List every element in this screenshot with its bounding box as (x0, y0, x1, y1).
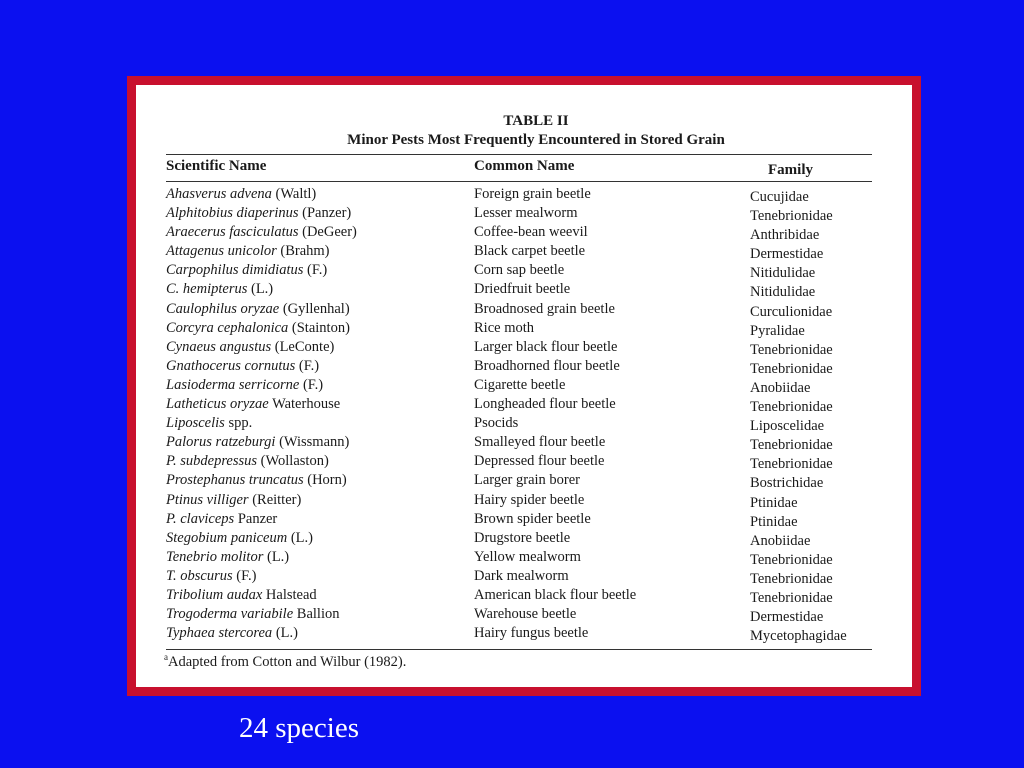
scientific-name-cell (166, 624, 298, 643)
table-row (136, 319, 912, 338)
species-name: Corcyra cephalonica (166, 319, 289, 336)
scientific-name-cell (166, 471, 347, 490)
species-author: Halstead (262, 586, 317, 603)
species-name: Typhaea stercorea (166, 625, 273, 642)
species-name: Trogoderma variabile (166, 606, 294, 623)
scientific-name-cell (166, 433, 349, 452)
species-author: (Gyllenhal) (279, 300, 350, 317)
species-author: (LeConte) (271, 338, 335, 355)
scientific-name-cell (166, 185, 316, 204)
common-name-cell: Rice moth (474, 319, 535, 336)
header-bottom-rule (166, 181, 872, 182)
table-row (136, 300, 912, 319)
species-author: (Waltl) (271, 186, 317, 202)
common-name-cell: Yellow mealworm (474, 548, 581, 565)
family-cell: Pyralidae (750, 322, 805, 339)
species-name: Caulophilus oryzae (166, 300, 280, 317)
common-name-cell: Smalleyed flour beetle (474, 434, 606, 451)
footnote (164, 652, 406, 671)
common-name-cell: Broadhorned flour beetle (474, 357, 620, 374)
table-subtitle: Minor Pests Most Frequently Encountered in Stored Grain (347, 132, 725, 148)
family-cell: Tenebrionidae (750, 341, 833, 358)
species-name: Stegobium paniceum (166, 529, 288, 546)
species-author: (L.) (272, 625, 298, 642)
table-row (136, 605, 912, 624)
table-title: TABLE II (503, 113, 569, 129)
header-top-rule (166, 154, 872, 155)
scientific-name-cell (166, 280, 273, 299)
footnote-mark: a (164, 652, 168, 662)
scientific-name-cell (166, 261, 327, 280)
species-author: (Stainton) (288, 319, 350, 336)
common-name-cell: Drugstore beetle (474, 529, 571, 546)
scientific-name-cell (166, 510, 277, 529)
species-author: (L.) (263, 548, 290, 565)
scientific-name-cell (166, 338, 334, 357)
table-row (136, 433, 912, 452)
scientific-name-cell (166, 223, 357, 242)
table-row (136, 471, 912, 490)
common-name-cell: Larger black flour beetle (474, 338, 618, 355)
species-author: (Wollaston) (257, 453, 329, 470)
scientific-name-cell (166, 395, 340, 414)
common-name-cell: Foreign grain beetle (474, 186, 591, 202)
common-name-cell: Psocids (474, 415, 519, 432)
species-name: Araecerus fasciculatus (166, 224, 299, 241)
family-cell: Bostrichidae (750, 475, 824, 492)
species-name: Latheticus oryzae (166, 396, 269, 413)
common-name-cell: Dark mealworm (474, 567, 569, 584)
table-row (136, 414, 912, 433)
scientific-name-cell (166, 491, 301, 510)
table-row (136, 395, 912, 414)
common-name-cell: Black carpet beetle (474, 243, 586, 260)
family-cell: Tenebrionidae (750, 589, 833, 606)
slide-caption: 24 species (239, 712, 359, 744)
family-cell: Mycetophagidae (750, 628, 847, 645)
species-author: spp. (224, 415, 253, 432)
species-name: C. hemipterus (166, 281, 248, 298)
scientific-name-cell (166, 452, 329, 471)
species-author: (Horn) (303, 472, 347, 489)
table-body (136, 185, 912, 643)
species-name: T. obscurus (166, 567, 233, 584)
common-name-cell: Broadnosed grain beetle (474, 300, 615, 317)
species-name: Lasioderma serricorne (166, 376, 300, 393)
scientific-name-cell (166, 414, 252, 433)
family-cell: Tenebrionidae (750, 456, 833, 473)
species-author: (Brahm) (276, 243, 330, 260)
scientific-name-cell (166, 319, 350, 338)
header-common-name: Common Name (474, 158, 575, 174)
scientific-name-cell (166, 376, 323, 395)
family-cell: Anobiidae (750, 379, 811, 396)
scientific-name-cell (166, 567, 256, 586)
table-row (136, 242, 912, 261)
species-name: Tribolium audax (166, 586, 263, 603)
table-row (136, 185, 912, 204)
species-name: P. claviceps (166, 510, 235, 527)
common-name-cell: Brown spider beetle (474, 510, 591, 527)
common-name-cell: Driedfruit beetle (474, 281, 571, 298)
common-name-cell: Hairy spider beetle (474, 491, 585, 508)
table-sheet (136, 85, 912, 687)
species-name: Alphitobius diaperinus (166, 205, 299, 222)
table-row (136, 452, 912, 471)
table-row (136, 204, 912, 223)
table-row (136, 280, 912, 299)
header-family: Family (768, 162, 813, 178)
common-name-cell: Cigarette beetle (474, 376, 566, 393)
species-author: (F.) (295, 357, 320, 374)
family-cell: Tenebrionidae (750, 437, 833, 454)
table-row (136, 548, 912, 567)
family-cell: Ptinidae (750, 513, 798, 530)
species-name: Attagenus unicolor (166, 243, 277, 260)
family-cell: Tenebrionidae (750, 399, 833, 416)
family-cell: Tenebrionidae (750, 360, 833, 377)
species-name: Carpophilus dimidiatus (166, 262, 304, 279)
table-row (136, 357, 912, 376)
family-cell: Anobiidae (750, 532, 811, 549)
scientific-name-cell (166, 586, 317, 605)
table-row (136, 376, 912, 395)
species-author: Waterhouse (268, 396, 341, 413)
species-author: (F.) (232, 567, 257, 584)
table-row (136, 338, 912, 357)
slide-frame (127, 76, 921, 696)
species-author: (F.) (303, 262, 328, 279)
table-row (136, 261, 912, 280)
common-name-cell: Coffee-bean weevil (474, 224, 588, 241)
table-bottom-rule (166, 649, 872, 650)
family-cell: Ptinidae (750, 494, 798, 511)
species-author: (L.) (247, 281, 274, 298)
species-name: Prostephanus truncatus (166, 472, 304, 489)
family-cell: Curculionidae (750, 303, 833, 320)
scientific-name-cell (166, 529, 313, 548)
scientific-name-cell (166, 300, 350, 319)
common-name-cell: Warehouse beetle (474, 606, 577, 623)
species-name: Ahasverus advena (166, 186, 272, 202)
family-cell: Anthribidae (750, 227, 820, 244)
species-name: Tenebrio molitor (166, 548, 264, 565)
family-cell: Tenebrionidae (750, 570, 833, 587)
species-author: (F.) (299, 376, 324, 393)
scientific-name-cell (166, 357, 319, 376)
table-row (136, 491, 912, 510)
family-cell: Nitidulidae (750, 284, 816, 301)
species-author: Ballion (293, 606, 340, 623)
species-author: (Reitter) (248, 491, 302, 508)
species-author: (L.) (287, 529, 313, 546)
table-row (136, 624, 912, 643)
species-name: Gnathocerus cornutus (166, 357, 296, 374)
table-row (136, 586, 912, 605)
species-name: Cynaeus angustus (166, 338, 272, 355)
scientific-name-cell (166, 605, 339, 624)
family-cell: Cucujidae (750, 189, 809, 205)
common-name-cell: Hairy fungus beetle (474, 625, 589, 642)
footnote-text: Adapted from Cotton and Wilbur (1982). (168, 653, 407, 670)
scientific-name-cell (166, 204, 351, 223)
table-row (136, 567, 912, 586)
species-author: Panzer (234, 510, 278, 527)
table-row (136, 529, 912, 548)
species-author: (DeGeer) (298, 224, 357, 241)
family-cell: Tenebrionidae (750, 208, 833, 225)
table-row (136, 510, 912, 529)
species-name: Palorus ratzeburgi (166, 434, 276, 451)
common-name-cell: Longheaded flour beetle (474, 396, 616, 413)
species-name: Liposcelis (166, 415, 225, 432)
family-cell: Tenebrionidae (750, 551, 833, 568)
species-author: (Panzer) (298, 205, 352, 222)
species-author: (Wissmann) (275, 434, 350, 451)
scientific-name-cell (166, 548, 289, 567)
family-cell: Dermestidae (750, 609, 824, 626)
family-cell: Liposcelidae (750, 418, 825, 435)
common-name-cell: Lesser mealworm (474, 205, 578, 222)
header-scientific-name: Scientific Name (166, 158, 267, 174)
common-name-cell: Larger grain borer (474, 472, 581, 489)
common-name-cell: American black flour beetle (474, 586, 637, 603)
common-name-cell: Corn sap beetle (474, 262, 565, 279)
scientific-name-cell (166, 242, 330, 261)
common-name-cell: Depressed flour beetle (474, 453, 605, 470)
family-cell: Nitidulidae (750, 265, 816, 282)
species-name: Ptinus villiger (166, 491, 249, 508)
species-name: P. subdepressus (166, 453, 258, 470)
table-row (136, 223, 912, 242)
family-cell: Dermestidae (750, 246, 824, 263)
